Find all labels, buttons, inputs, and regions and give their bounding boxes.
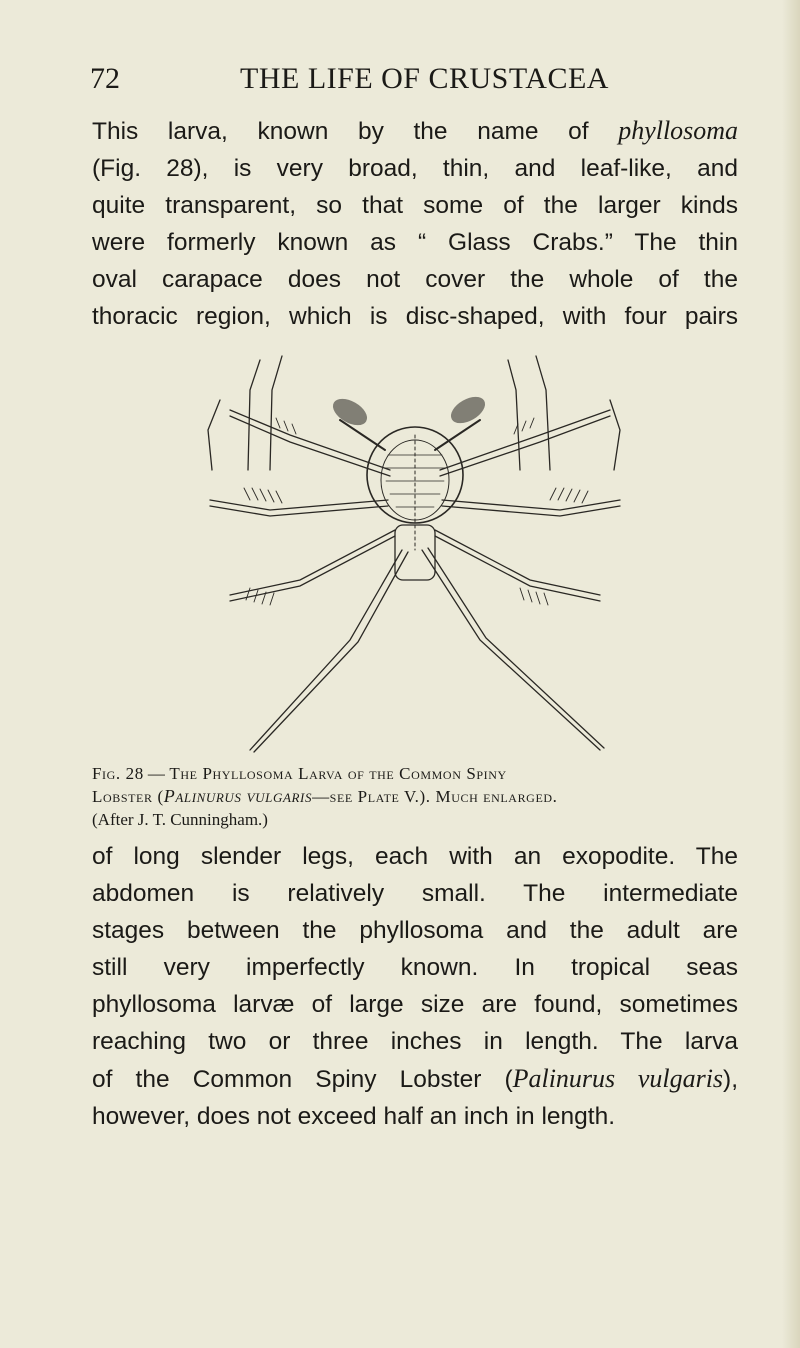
phyllosoma-larva-illustration: [190, 350, 640, 760]
page-header: [90, 62, 720, 102]
text-line: quite transparent, so that some of the larger kinds: [92, 192, 738, 219]
caption-line-1: Fig. 28 — The Phyllosoma Larva of the Common Spiny: [92, 764, 507, 783]
text-line: abdomen is relatively small. The intermediate: [92, 880, 738, 907]
leg-4-left-b: [254, 552, 408, 752]
figure-caption: [92, 762, 738, 831]
caption-italic-species: Palinurus vulgaris: [163, 786, 313, 806]
leg-1-left-b: [230, 416, 390, 476]
paragraph-1: [92, 112, 738, 335]
antenna-right: [536, 356, 550, 470]
eye-stalk-left: [340, 420, 385, 450]
antenna-right-inner: [508, 360, 520, 470]
exopodite-bristles-upper-left: [276, 418, 296, 434]
italic-term: phyllosoma: [618, 116, 738, 145]
leg-3-left: [230, 530, 395, 595]
antenna-left-inner: [270, 356, 282, 470]
text-line: thoracic region, which is disc-shaped, with four pairs: [92, 303, 738, 330]
text-line: This larva, known by the name of phyllosoma: [92, 116, 738, 145]
antenna-far-right: [610, 400, 620, 470]
leg-3-right: [435, 530, 600, 595]
text-line: however, does not exceed half an inch in length.: [92, 1103, 616, 1130]
text-line: oval carapace does not cover the whole of the: [92, 266, 738, 293]
text-line: stages between the phyllosoma and the adult are: [92, 917, 738, 944]
leg-1-right-b: [440, 416, 610, 476]
text-line: phyllosoma larvæ of large size are found, sometimes: [92, 991, 738, 1018]
page-edge-shadow: [782, 0, 800, 1348]
paragraph-2: [92, 838, 738, 1135]
caption-line-2: Lobster (Palinurus vulgaris—see Plate V.). Much enlarged.: [92, 786, 558, 806]
eye-left: [329, 394, 370, 429]
text-line: (Fig. 28), is very broad, thin, and leaf-like, and: [92, 155, 738, 182]
caption-line-3: (After J. T. Cunningham.): [92, 810, 268, 829]
text-line: still very imperfectly known. In tropical seas: [92, 954, 738, 981]
exopodite-bristles-right: [550, 488, 588, 503]
leg-3-left-b: [230, 536, 395, 601]
leg-3-right-b: [435, 536, 600, 601]
antenna-left: [248, 360, 260, 470]
running-head: THE LIFE OF CRUSTACEA: [240, 62, 609, 95]
text-line: were formerly known as “ Glass Crabs.” The thin: [92, 229, 738, 256]
leg-4-left: [250, 550, 402, 750]
text-line: reaching two or three inches in length. The larva: [92, 1028, 738, 1055]
antenna-far-left: [208, 400, 220, 470]
text-line: of long slender legs, each with an exopodite. The: [92, 843, 738, 870]
italic-species: Palinurus vulgaris: [512, 1064, 724, 1093]
exopodite-bristles-left: [244, 488, 282, 503]
page-number: 72: [90, 62, 120, 95]
exopodite-bristles-lower-right: [520, 588, 548, 605]
eye-right: [447, 392, 488, 427]
carapace-hatching: [385, 455, 445, 507]
text-line: of the Common Spiny Lobster (Palinurus vulgaris),: [92, 1064, 738, 1093]
